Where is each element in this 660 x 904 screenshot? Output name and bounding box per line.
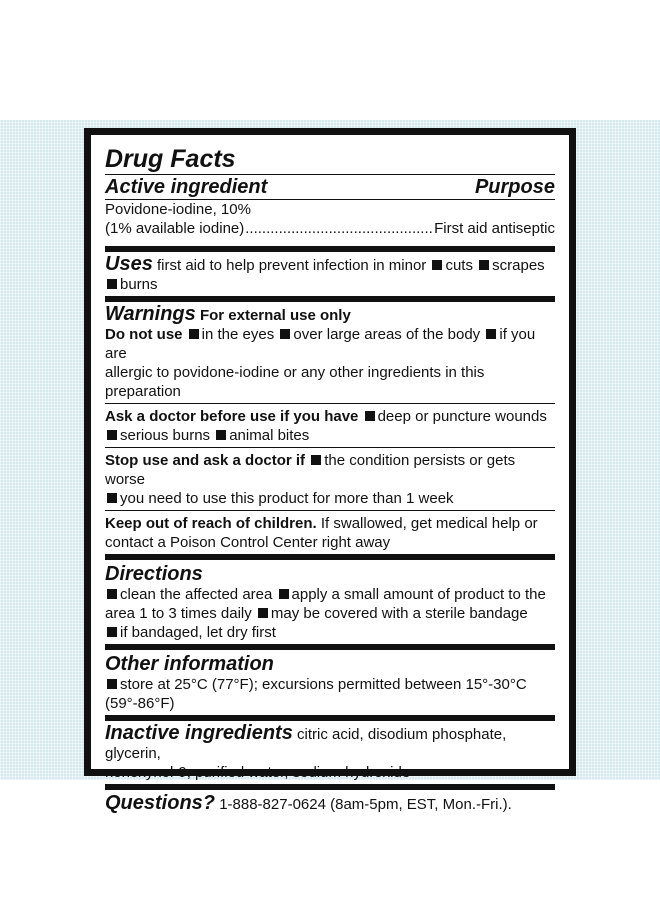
directions-heading: Directions <box>105 563 203 585</box>
bullet-square-icon <box>258 608 268 618</box>
uses-intro: first aid to help prevent infection in minor <box>156 257 427 274</box>
drug-facts-title: Drug Facts <box>105 145 236 173</box>
other-information-section <box>105 650 555 715</box>
purpose-text: First aid antiseptic <box>434 220 555 237</box>
do-not-use-continuation: allergic to povidone-iodine or any other ingredients in this preparation <box>105 364 485 400</box>
active-ingredient-heading: Active ingredient <box>105 176 268 198</box>
bullet-square-icon <box>216 430 226 440</box>
directions-item-cont: area 1 to 3 times daily <box>105 605 252 622</box>
other-information-heading: Other information <box>105 653 274 675</box>
bullet-square-icon <box>107 627 117 637</box>
storage-text-cont: (59°-86°F) <box>105 695 175 712</box>
storage-text: store at 25°C (77°F); excursions permitted between 15°-30°C <box>120 676 527 693</box>
ask-doctor-label: Ask a doctor before use if you have <box>105 408 359 425</box>
bullet-square-icon <box>365 411 375 421</box>
available-iodine: (1% available iodine) <box>105 220 245 237</box>
keep-out-label: Keep out of reach of children. <box>105 515 317 532</box>
stop-use-item: you need to use this product for more than 1 week <box>120 490 454 507</box>
do-not-use-item: in the eyes <box>201 326 275 343</box>
ask-doctor-item: serious burns <box>120 427 211 444</box>
stop-use-item: the condition persists or gets worse <box>105 452 516 488</box>
bullet-square-icon <box>107 589 117 599</box>
bullet-square-icon <box>280 329 290 339</box>
bullet-square-icon <box>279 589 289 599</box>
warnings-heading: Warnings <box>105 303 196 325</box>
ask-doctor-section <box>105 404 555 447</box>
bullet-square-icon <box>311 455 321 465</box>
directions-item: if bandaged, let dry first <box>120 624 276 641</box>
directions-item: may be covered with a sterile bandage <box>270 605 528 622</box>
keep-out-section <box>105 511 555 554</box>
directions-item: clean the affected area <box>120 586 273 603</box>
uses-heading: Uses <box>105 253 153 275</box>
stop-use-section <box>105 448 555 510</box>
bullet-square-icon <box>189 329 199 339</box>
active-ingredient-line: Povidone-iodine, 10% <box>105 201 251 218</box>
inactive-ingredients-heading: Inactive ingredients <box>105 722 293 744</box>
questions-section <box>105 790 555 816</box>
bullet-square-icon <box>479 260 489 270</box>
bullet-square-icon <box>107 679 117 689</box>
leader-dots <box>245 219 433 238</box>
uses-section <box>105 252 555 296</box>
active-ingredient-purpose-row <box>105 219 555 238</box>
directions-item: apply a small amount of product to the <box>291 586 546 603</box>
questions-heading: Questions? <box>105 792 216 814</box>
stop-use-label: Stop use and ask a doctor if <box>105 452 306 469</box>
questions-phone: 1-888-827-0624 (8am-5pm, EST, Mon.-Fri.). <box>219 796 512 813</box>
ask-doctor-item: deep or puncture wounds <box>377 408 547 425</box>
do-not-use-item: over large areas of the body <box>293 326 481 343</box>
bullet-square-icon <box>107 279 117 289</box>
warnings-section <box>105 302 555 403</box>
keep-out-text: If swallowed, get medical help or <box>320 515 538 532</box>
purpose-heading: Purpose <box>474 176 555 198</box>
bullet-square-icon <box>107 493 117 503</box>
active-ingredient-header <box>105 175 555 199</box>
bullet-square-icon <box>486 329 496 339</box>
directions-section <box>105 560 555 644</box>
inactive-ingredients-section <box>105 721 555 784</box>
uses-item: scrapes <box>492 257 545 274</box>
inactive-ingredients-text: citric acid, disodium phosphate, glycerin, <box>105 726 507 762</box>
do-not-use-label: Do not use <box>105 326 183 343</box>
ask-doctor-item: animal bites <box>229 427 310 444</box>
drug-facts-label <box>84 128 576 814</box>
bullet-square-icon <box>107 430 117 440</box>
uses-item: cuts <box>445 257 473 274</box>
do-not-use-item: if you are <box>105 326 536 362</box>
uses-item: burns <box>120 276 158 293</box>
inactive-ingredients-text-cont: nonoxynol-9, purified water, sodium hydroxide <box>105 764 411 781</box>
external-use-only: For external use only <box>199 307 351 324</box>
keep-out-text-cont: contact a Poison Control Center right away <box>105 534 391 551</box>
bullet-square-icon <box>432 260 442 270</box>
